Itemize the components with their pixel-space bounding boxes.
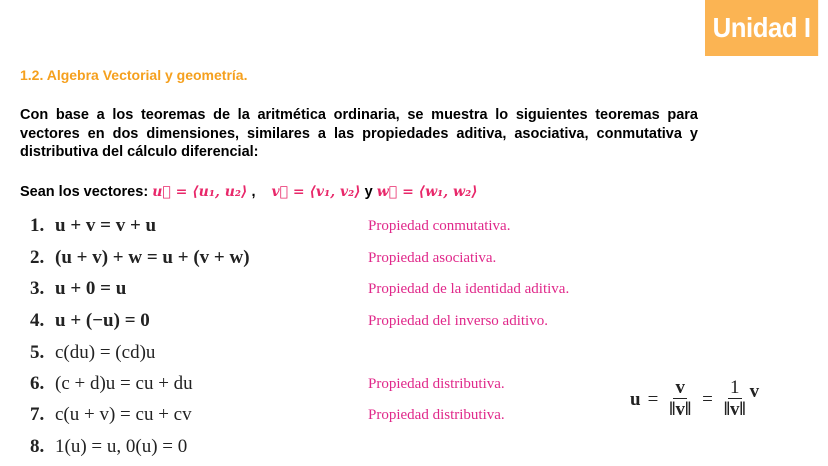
property-number: 2.	[30, 247, 45, 268]
property-number: 1.	[30, 215, 45, 236]
property-name: Propiedad conmutativa.	[368, 218, 511, 234]
property-row	[30, 432, 828, 463]
fraction-one-over-norm	[724, 378, 746, 421]
property-equation: u + 0 = u	[55, 278, 127, 299]
property-row	[30, 211, 828, 242]
intro-paragraph: Con base a los teoremas de la aritmética ordinaria, se muestra lo siguientes teoremas para vectores en dos dimensiones, similares a las propiedades aditiva, asociativa, conmutativa y distributiva del cálculo diferencial:	[20, 107, 698, 160]
unit-vector-formula	[630, 378, 759, 421]
property-equation: u + v = v + u	[55, 215, 157, 236]
property-number: 5.	[30, 342, 45, 363]
property-equation: 1(u) = u, 0(u) = 0	[55, 436, 188, 457]
property-name: Propiedad asociativa.	[368, 250, 497, 266]
vectors-comma: ,	[251, 184, 256, 200]
section-title: 1.2. Algebra Vectorial y geometría.	[20, 67, 248, 83]
formula-equals: =	[702, 388, 713, 410]
vector-v: v⃗ = ⟨v₁, v₂⟩	[271, 184, 361, 200]
property-name: Propiedad del inverso aditivo.	[368, 313, 548, 329]
fraction-denominator: ‖v‖	[723, 399, 746, 420]
property-number: 8.	[30, 436, 45, 457]
property-name: Propiedad de la identidad aditiva.	[368, 281, 570, 297]
property-row	[30, 338, 828, 369]
property-row	[30, 274, 828, 305]
property-equation: c(u + v) = cu + cv	[55, 404, 192, 425]
property-name: Propiedad distributiva.	[368, 407, 505, 423]
unit-badge-label: Unidad I	[712, 12, 811, 43]
fraction-denominator: ‖v‖	[669, 399, 692, 420]
vectors-label: Sean los vectores:	[20, 184, 149, 200]
property-number: 6.	[30, 373, 45, 394]
unit-badge	[705, 0, 818, 56]
vectors-conjunction: y	[364, 184, 373, 200]
property-row	[30, 306, 828, 337]
formula-tail: v	[749, 380, 760, 402]
vectors-definition	[20, 184, 478, 200]
property-number: 7.	[30, 404, 45, 425]
property-number: 3.	[30, 278, 45, 299]
fraction-numerator: v	[675, 377, 685, 398]
vector-u: u⃗ = ⟨u₁, u₂⟩	[152, 184, 248, 200]
property-equation: (u + v) + w = u + (v + w)	[55, 247, 250, 268]
property-equation: (c + d)u = cu + du	[55, 373, 193, 394]
property-number: 4.	[30, 310, 45, 331]
fraction-v-over-norm	[669, 378, 691, 421]
formula-equals: =	[647, 388, 659, 410]
fraction-numerator: 1	[730, 377, 740, 398]
property-equation: c(du) = (cd)u	[55, 342, 156, 363]
property-equation: u + (−u) = 0	[55, 310, 150, 331]
property-row	[30, 243, 828, 274]
vector-w: w⃗ = ⟨w₁, w₂⟩	[376, 184, 478, 200]
formula-lhs: u	[630, 388, 641, 410]
property-name: Propiedad distributiva.	[368, 376, 505, 392]
